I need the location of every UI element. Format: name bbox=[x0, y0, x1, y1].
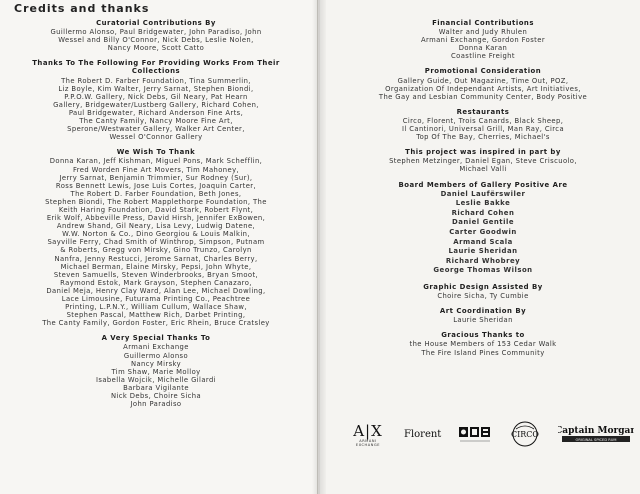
board-member-name: Daniel Gentile bbox=[452, 218, 514, 227]
book-gutter bbox=[312, 0, 326, 494]
credits-section bbox=[8, 19, 304, 52]
board-member-name: George Thomas Wilson bbox=[433, 266, 533, 275]
credits-section bbox=[334, 283, 632, 300]
credit-line: Walter and Judy Rhulen bbox=[438, 28, 528, 37]
credit-line: Printing, L.P.N.Y., William Cullum, Wallace Shaw, bbox=[65, 303, 247, 312]
section-heading: Restaurants bbox=[456, 107, 510, 116]
section-heading: We Wish To Thank bbox=[116, 148, 196, 157]
credit-line: Organization Of Independant Artists, Art Initiatives, bbox=[385, 84, 581, 93]
captain-morgan-subtext: ORIGINAL SPICED RUM bbox=[575, 438, 617, 442]
board-member-name: Leslie Bakke bbox=[455, 199, 511, 208]
board-member-name: Armand Scala bbox=[453, 237, 513, 246]
credits-section bbox=[8, 334, 304, 408]
credits-section bbox=[334, 108, 632, 141]
page-title: Credits and thanks bbox=[14, 2, 150, 15]
credits-section bbox=[8, 148, 304, 327]
credit-line: Nancy Mirsky bbox=[130, 359, 182, 368]
circo-logo-text: CIRCO bbox=[511, 430, 539, 439]
sponsor-logos bbox=[352, 420, 634, 448]
credit-line: The Canty Family, Gordon Foster, Eric Rhein, Bruce Cratsley bbox=[42, 319, 270, 328]
credit-line: Nanfra, Jenny Restucci, Jerome Sarnat, Charles Berry, bbox=[54, 254, 258, 263]
credit-line: Liz Boyle, Kim Walter, Jerry Sarnat, Stephen Biondi, bbox=[58, 84, 254, 93]
board-member-name: Carter Goodwin bbox=[449, 227, 517, 236]
credit-line: Armani Exchange, Gordon Foster bbox=[420, 36, 546, 45]
credit-line: Paul Bridgewater, Richard Anderson Fine Arts, bbox=[68, 108, 244, 117]
section-heading: Board Members of Gallery Positive Are bbox=[398, 180, 568, 189]
board-member-name: Daniel Laufërswiler bbox=[440, 189, 526, 198]
oue-logo bbox=[458, 424, 492, 444]
credit-line: Isabella Wojcik, Michelle Gilardi bbox=[96, 375, 216, 384]
credit-line: Coastline Freight bbox=[451, 52, 515, 61]
credit-line: Daniel Meja, Henry Clay Ward, Alan Lee, Michael Dowling, bbox=[46, 286, 266, 295]
captain-morgan-mark bbox=[558, 422, 634, 446]
section-heading: Thanks To The Following For Providing Works From Their Collections bbox=[32, 59, 280, 76]
credit-line: Laurie Sheridan bbox=[453, 316, 513, 325]
credit-line: Sayville Ferry, Chad Smith of Winthrop, Simpson, Putnam bbox=[47, 238, 265, 247]
credits-section bbox=[334, 181, 632, 276]
board-member-name: Richard Cohen bbox=[451, 208, 515, 217]
right-credits-column bbox=[334, 19, 632, 364]
circo-logo bbox=[508, 420, 542, 448]
credit-line: The Robert D. Farber Foundation, Beth Jones, bbox=[70, 189, 242, 198]
board-member-name: Laurie Sheridan bbox=[448, 247, 518, 256]
section-heading: Graphic Design Assisted By bbox=[423, 282, 543, 291]
florent-logo: Florent bbox=[404, 429, 442, 440]
credit-line: W.W. Norton & Co., Dino Georgiou & Louis Malkin, bbox=[62, 230, 250, 239]
section-heading: Promotional Consideration bbox=[424, 67, 542, 76]
credit-line: Armani Exchange bbox=[123, 343, 189, 352]
board-member-name: Richard Whobrey bbox=[445, 256, 521, 265]
credit-line: Jerry Sarnat, Benjamin Trimmier, Sur Rodney (Sur), bbox=[59, 173, 253, 182]
credit-line: Donna Karan bbox=[458, 44, 508, 53]
section-heading: Financial Contributions bbox=[432, 19, 534, 27]
credits-section bbox=[334, 19, 632, 60]
credit-line: Stephen Pascal, Matthew Rich, Darbet Printing, bbox=[66, 311, 246, 320]
credit-line: Sperone/Westwater Gallery, Walker Art Center, bbox=[67, 125, 245, 134]
credit-line: the House Members of 153 Cedar Walk bbox=[409, 340, 557, 349]
credit-line: P.P.O.W. Gallery, Nick Debs, Gil Neary, Pat Hearn bbox=[64, 92, 248, 101]
credit-line: Donna Karan, Jeff Kishman, Miguel Pons, Mark Schefflin, bbox=[49, 157, 263, 166]
credits-section bbox=[334, 67, 632, 100]
credit-line: Wessel and Billy O'Connor, Nick Debs, Leslie Nolen, bbox=[58, 36, 254, 45]
armani-exchange-logo: A|X ARMANI EXCHANGE bbox=[353, 422, 383, 447]
credits-section bbox=[334, 148, 632, 173]
credit-line: Nick Debs, Choire Sicha bbox=[110, 392, 202, 401]
credit-line: Michael Berman, Elaine Mirsky, Pepsi, John Whyte, bbox=[60, 262, 252, 271]
credit-line: Guillermo Alonso bbox=[123, 351, 189, 360]
section-heading: This project was inspired in part by bbox=[405, 148, 561, 157]
credit-line: Tim Shaw, Marie Molloy bbox=[111, 367, 201, 376]
captain-morgan-text: Captain Morgan bbox=[558, 426, 634, 436]
credit-line: Guillermo Alonso, Paul Bridgewater, John Paradiso, John bbox=[50, 28, 262, 37]
credits-section bbox=[334, 331, 632, 356]
credit-line: Nancy Moore, Scott Catto bbox=[107, 44, 205, 53]
section-heading: Curatorial Contributions By bbox=[96, 19, 216, 27]
section-heading: Gracious Thanks to bbox=[441, 331, 525, 340]
credits-section bbox=[8, 59, 304, 141]
credits-section bbox=[334, 307, 632, 324]
credit-line: Barbara Vigilante bbox=[123, 383, 189, 392]
credit-line: Andrew Shand, Gil Neary, Lisa Levy, Ludwig Datene, bbox=[56, 222, 256, 231]
credit-line: Michael Valli bbox=[459, 165, 507, 174]
captain-morgan-logo bbox=[558, 422, 634, 446]
credit-line: Il Cantinori, Universal Grill, Man Ray, Circa bbox=[401, 125, 565, 134]
credit-line: Lace Limousine, Futurama Printing Co., Peachtree bbox=[61, 295, 251, 303]
credit-line: Circo, Florent, Trois Canards, Black Sheep, bbox=[402, 116, 564, 125]
credit-line: Stephen Metzinger, Daniel Egan, Steve Criscuolo, bbox=[389, 157, 577, 166]
credit-line: Keith Haring Foundation, David Stark, Robert Flynt, bbox=[58, 205, 254, 214]
credit-line: Top Of The Bay, Cherries, Michael's bbox=[416, 133, 550, 142]
credit-line: The Gay and Lesbian Community Center, Body Positive bbox=[378, 92, 588, 101]
left-credits-column bbox=[8, 19, 304, 415]
credit-line: Fred Worden Fine Art Movers, Tim Mahoney, bbox=[72, 165, 240, 174]
credit-line: Choire Sicha, Ty Cumbie bbox=[437, 292, 529, 301]
section-heading: Art Coordination By bbox=[439, 307, 527, 316]
credit-line: & Roberts, Gregg von Mirsky, Gino Trunzo, Carolyn bbox=[60, 246, 252, 255]
credit-line: Gallery, Bridgewater/Lustberg Gallery, Richard Cohen, bbox=[53, 100, 259, 109]
credit-line: The Robert D. Farber Foundation, Tina Summerlin, bbox=[61, 76, 251, 85]
credit-line: John Paradiso bbox=[130, 400, 182, 409]
credit-line: Ross Bennett Lewis, Jose Luis Cortes, Joaquin Carter, bbox=[55, 181, 257, 190]
credit-line: Wessel O'Connor Gallery bbox=[109, 133, 203, 142]
credit-line: Erik Wolf, Abbeville Press, David Hirsh, Jennifer ExBowen, bbox=[46, 214, 266, 223]
credit-line: Stephen Biondi, The Robert Mapplethorpe Foundation, The bbox=[45, 197, 267, 206]
credit-line: Raymond Estok, Mark Grayson, Stephen Canazaro, bbox=[60, 278, 252, 287]
credit-line: Steven Samuells, Steven Winderbrooks, Bryan Smoot, bbox=[53, 270, 259, 279]
section-heading: A Very Special Thanks To bbox=[101, 334, 211, 343]
credit-line: The Canty Family, Nancy Moore Fine Art, bbox=[79, 117, 233, 126]
credit-line: The Fire Island Pines Community bbox=[421, 348, 545, 357]
credit-line: Gallery Guide, Out Magazine, Time Out, POZ, bbox=[397, 76, 569, 85]
